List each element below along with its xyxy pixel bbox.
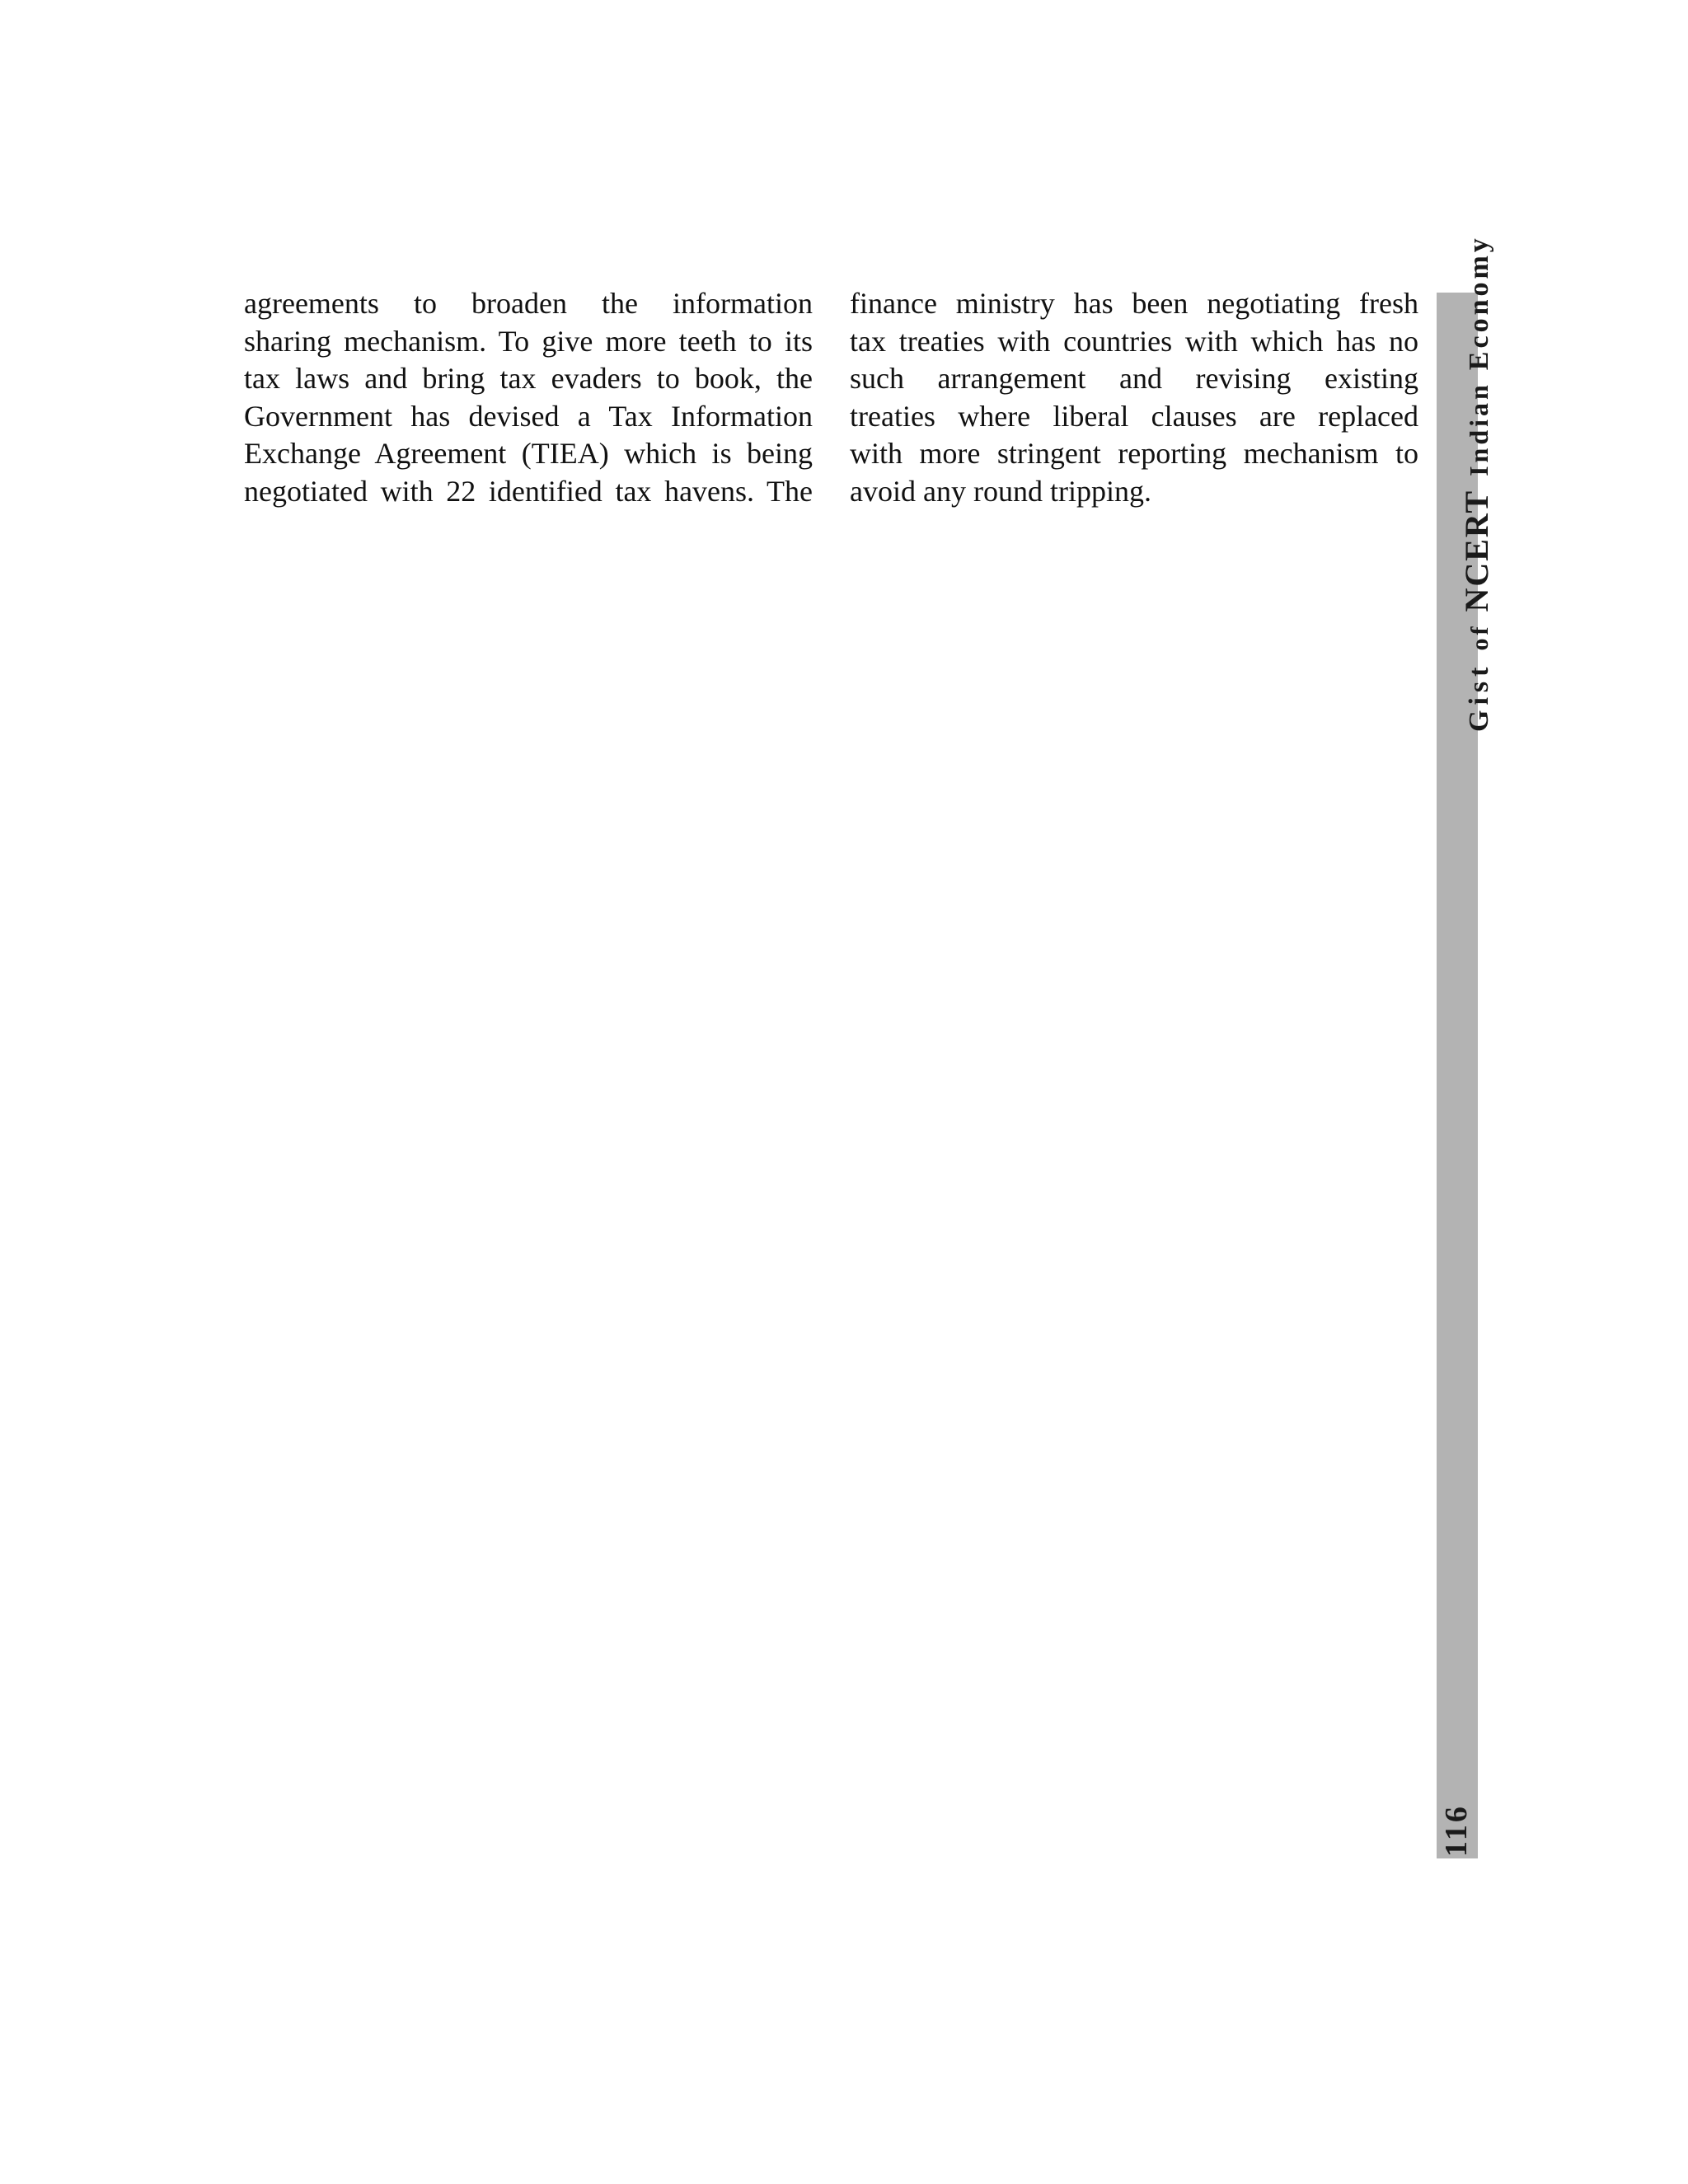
- running-title-word: Gist: [1464, 662, 1494, 732]
- running-title-word: Economy: [1464, 235, 1494, 371]
- running-title: [1457, 235, 1495, 732]
- text-line: tax treaties with countries with which has no: [850, 324, 1418, 358]
- page-number: 116: [1439, 1804, 1474, 1857]
- text-line: Government has devised a Tax Information: [244, 399, 813, 433]
- text-line: negotiated with 22 identified tax havens. The: [244, 474, 813, 508]
- text-line: treaties where liberal clauses are replaced: [850, 399, 1418, 433]
- running-title-word: NCERT: [1458, 489, 1495, 612]
- text-line: sharing mechanism. To give more teeth to its: [244, 324, 813, 358]
- text-line: with more stringent reporting mechanism to: [850, 437, 1418, 470]
- running-title-word: of: [1466, 623, 1493, 651]
- running-title-word: Indian: [1464, 382, 1493, 476]
- text-line: agreements to broaden the information: [244, 287, 813, 320]
- text-line: such arrangement and revising existing: [850, 362, 1418, 395]
- text-line: finance ministry has been negotiating fresh: [850, 287, 1418, 320]
- text-line: tax laws and bring tax evaders to book, the: [244, 362, 813, 395]
- text-line: Exchange Agreement (TIEA) which is being: [244, 437, 813, 470]
- text-line: avoid any round tripping.: [850, 474, 1151, 508]
- right-text-column: [850, 285, 1418, 510]
- left-text-column: [244, 285, 813, 510]
